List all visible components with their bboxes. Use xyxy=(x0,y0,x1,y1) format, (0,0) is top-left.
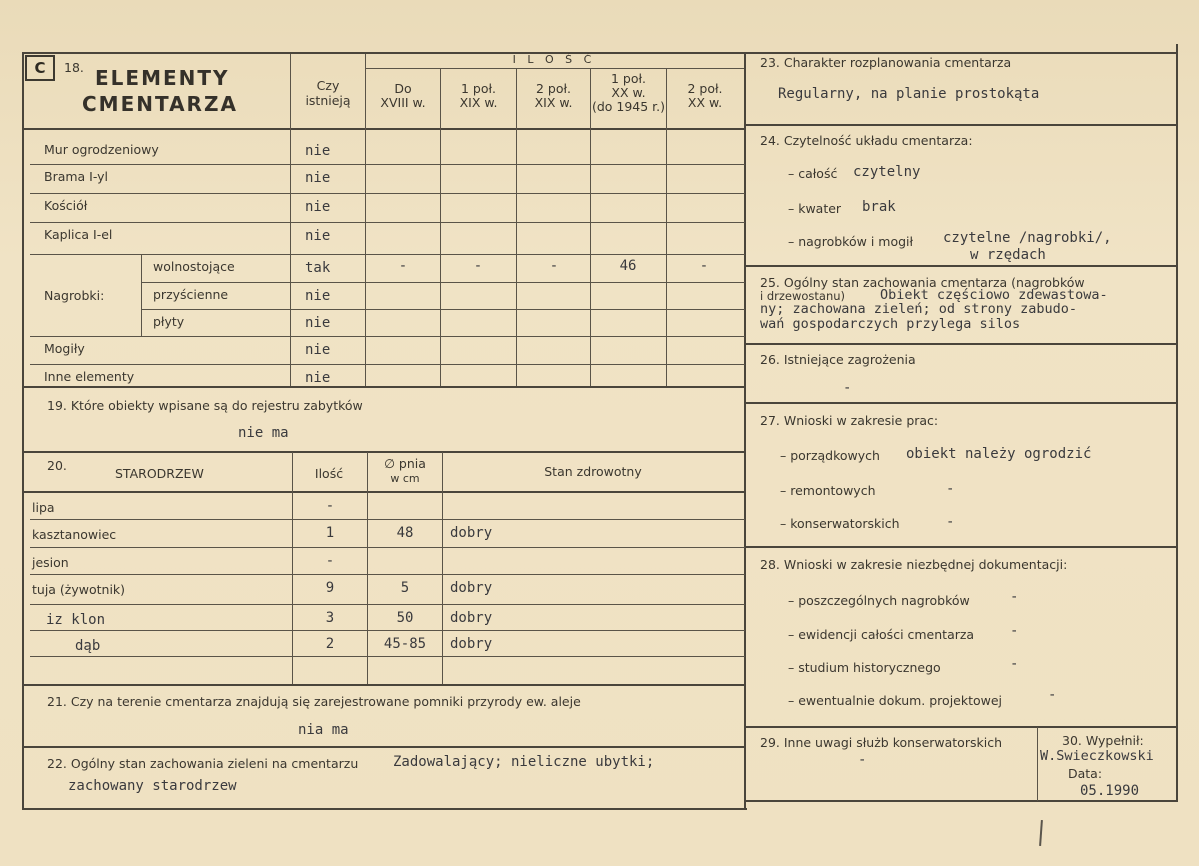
s28-label: 28. Wnioski w zakresie niezbędnej dokumentacji: xyxy=(760,557,1068,572)
s18-row-label: wolnostojące xyxy=(153,259,235,274)
s30-date: 05.1990 xyxy=(1080,783,1140,799)
s20-row-rule xyxy=(30,604,745,605)
s23-value: Regularny, na planie prostokąta xyxy=(778,86,1040,102)
period-header-line: 2 poł. xyxy=(687,81,723,96)
s20-col-diam-line2: w cm xyxy=(390,472,420,485)
s18-col-1 xyxy=(440,69,441,386)
frame-bottom-left xyxy=(22,808,747,810)
s18-row-count: - xyxy=(549,258,559,274)
period-header-line: Do xyxy=(394,81,412,96)
s20-tree-health: dobry xyxy=(450,525,493,541)
s20-tree-count: 2 xyxy=(325,636,335,652)
period-header-2 xyxy=(441,82,516,110)
s18-row-exists: nie xyxy=(305,288,331,304)
period-header-line: XVIII w. xyxy=(380,95,426,110)
period-header-line: XX w. xyxy=(687,95,723,110)
s28-item3-label: – studium historycznego xyxy=(788,660,941,675)
s18-row-exists: tak xyxy=(305,260,331,276)
period-header-1 xyxy=(366,82,440,110)
s18-row-count: - xyxy=(473,258,483,274)
s18-row-rule xyxy=(30,164,745,165)
s27-item2-label: – remontowych xyxy=(780,483,876,498)
s24-value-cont: w rzędach xyxy=(970,247,1046,263)
s20-top-rule xyxy=(22,451,745,453)
s18-row-label: Inne elementy xyxy=(44,369,135,384)
pencil-mark xyxy=(1039,820,1043,846)
s20-tree-count: 9 xyxy=(325,580,335,596)
s20-tree-diam: 45-85 xyxy=(383,636,427,652)
s27-item1-value: obiekt należy ogrodzić xyxy=(906,446,1092,462)
s25-value-line2: ny; zachowana zieleń; od strony zabudo- xyxy=(760,301,1077,317)
s18-col-2 xyxy=(516,69,517,386)
s21-value: nia ma xyxy=(298,722,349,738)
s18-row-count: 46 xyxy=(619,258,637,274)
s27-label: 27. Wnioski w zakresie prac: xyxy=(760,413,939,428)
s18-row-exists: nie xyxy=(305,315,331,331)
frame-bottom-right xyxy=(745,800,1178,802)
s19-value: nie ma xyxy=(238,425,289,441)
s26-top-rule xyxy=(745,343,1178,345)
s18-row-exists: nie xyxy=(305,199,331,215)
s19-top-rule xyxy=(22,386,745,388)
s20-col-health: Stan zdrowotny xyxy=(544,464,642,479)
s28-top-rule xyxy=(745,546,1178,548)
s20-row-rule xyxy=(30,574,745,575)
s19-label: 19. Które obiekty wpisane są do rejestru zabytków xyxy=(47,398,363,413)
nagrobki-group-label: Nagrobki: xyxy=(44,288,105,303)
s18-col-3 xyxy=(590,69,591,386)
s24-item2-value: brak xyxy=(862,199,896,215)
frame-right xyxy=(1176,44,1178,802)
s20-tree-count: - xyxy=(325,553,335,569)
period-header-line: 1 poł. xyxy=(460,81,497,96)
s25-label-line2: i drzewostanu) xyxy=(760,289,846,303)
s18-row-count: - xyxy=(699,258,709,274)
s20-tree-health: dobry xyxy=(450,636,493,652)
s18-row-rule xyxy=(30,222,745,223)
s29-value: - xyxy=(858,752,867,768)
s25-top-rule xyxy=(745,265,1178,267)
s28-item2-value: - xyxy=(1010,623,1019,639)
s18-row-rule xyxy=(30,364,745,365)
s21-label: 21. Czy na terenie cmentarza znajdują się zarejestrowane pomniki przyrody ew. aleje xyxy=(47,694,581,709)
s24-item3-label: – nagrobków i mogił xyxy=(788,234,914,249)
s20-col-count: Ilość xyxy=(314,466,344,481)
s30-date-label: Data: xyxy=(1068,766,1103,781)
s23-label: 23. Charakter rozplanowania cmentarza xyxy=(760,55,1012,70)
period-header-line: 1 poł. xyxy=(610,71,647,86)
s18-col-4 xyxy=(666,69,667,386)
s20-row-rule xyxy=(30,656,745,657)
s21-top-rule xyxy=(22,684,745,686)
s27-item2-value: - xyxy=(946,481,955,497)
s29-top-rule xyxy=(745,726,1178,728)
s22-label: 22. Ogólny stan zachowania zieleni na cmentarzu xyxy=(47,756,359,771)
period-header-line: XIX w. xyxy=(459,95,498,110)
s18-row-label: Mur ogrodzeniowy xyxy=(44,142,159,157)
period-header-line: XX w. xyxy=(611,85,646,100)
s28-item3-value: - xyxy=(1010,656,1019,672)
s24-label: 24. Czytelność układu cmentarza: xyxy=(760,133,973,148)
s22-value-line2: zachowany starodrzew xyxy=(68,778,237,794)
s20-number: 20. xyxy=(47,458,67,473)
s18-row-label: Kaplica I-el xyxy=(44,227,113,242)
period-header-line: XIX w. xyxy=(534,95,573,110)
col-exists-line1: Czy xyxy=(316,78,340,93)
s18-row-rule xyxy=(141,309,745,310)
period-header-line: (do 1945 r.) xyxy=(591,99,666,114)
s20-tree-name: tuja (żywotnik) xyxy=(32,582,126,597)
s18-row-exists: nie xyxy=(305,228,331,244)
s24-top-rule xyxy=(745,124,1178,126)
s20-tree-count: 1 xyxy=(325,525,335,541)
s18-row-rule xyxy=(30,336,745,337)
col-exists-line2: istnieją xyxy=(305,93,351,108)
s24-item1-label: – całość xyxy=(788,166,838,181)
s28-item1-label: – poszczególnych nagrobków xyxy=(788,593,970,608)
s26-label: 26. Istniejące zagrożenia xyxy=(760,352,916,367)
s25-value-line3: wań gospodarczych przylega silos xyxy=(760,316,1021,332)
period-header-line: 2 poł. xyxy=(535,81,572,96)
s20-tree-diam: 50 xyxy=(396,610,414,626)
column-divider xyxy=(744,52,746,808)
s18-row-exists: nie xyxy=(305,143,331,159)
s20-row-rule xyxy=(30,519,745,520)
s29-label: 29. Inne uwagi służb konserwatorskich xyxy=(760,735,1002,750)
s20-tree-count: 3 xyxy=(325,610,335,626)
s18-title-line2: CMENTARZA xyxy=(82,92,238,116)
s20-title: STARODRZEW xyxy=(115,466,204,481)
s18-row-exists: nie xyxy=(305,170,331,186)
s18-header-rule xyxy=(22,128,745,130)
s20-tree-name: kasztanowiec xyxy=(32,527,117,542)
s28-item2-label: – ewidencji całości cmentarza xyxy=(788,627,975,642)
s20-tree-health: dobry xyxy=(450,580,493,596)
s20-tree-name: jesion xyxy=(32,555,69,570)
s25-label-line1: 25. Ogólny stan zachowania cmentarza (nagrobków xyxy=(760,275,1085,290)
s30-label: 30. Wypełnił: xyxy=(1062,733,1144,748)
s24-item3-value: czytelne /nagrobki/, xyxy=(943,230,1112,246)
s18-row-exists: nie xyxy=(305,342,331,358)
s27-top-rule xyxy=(745,402,1178,404)
section-letter-box: C xyxy=(25,55,55,81)
s20-col-diam-line1: ∅ pnia xyxy=(384,456,426,471)
s24-item2-label: – kwater xyxy=(788,201,842,216)
s27-item3-value: - xyxy=(946,514,955,530)
col-exists-header xyxy=(292,78,364,108)
s20-tree-count: - xyxy=(325,498,335,514)
ilosc-rule xyxy=(365,68,744,69)
s18-row-rule xyxy=(30,254,745,255)
s20-tree-health: dobry xyxy=(450,610,493,626)
s20-tree-name: lipa xyxy=(32,500,55,515)
period-header-5 xyxy=(667,82,743,110)
s18-row-label: Brama I-yl xyxy=(44,169,109,184)
s18-row-exists: nie xyxy=(305,370,331,386)
s20-tree-diam: 5 xyxy=(400,580,410,596)
s22-value-line1: Zadowalający; nieliczne ubytki; xyxy=(393,754,655,770)
s20-row-rule xyxy=(30,630,745,631)
s18-row-label: Mogiły xyxy=(44,341,85,356)
s18-row-count: - xyxy=(398,258,408,274)
s28-item4-label: – ewentualnie dokum. projektowej xyxy=(788,693,1003,708)
s30-divider xyxy=(1037,727,1038,801)
s18-row-rule xyxy=(141,282,745,283)
s20-tree-name: iz klon xyxy=(46,612,106,628)
s20-col-diam xyxy=(368,456,442,486)
s25-value-line1: Obiekt częściowo zdewastowa- xyxy=(880,287,1108,303)
s18-row-rule xyxy=(30,193,745,194)
s20-header-rule xyxy=(22,491,745,493)
s20-tree-name: dąb xyxy=(75,638,101,654)
s20-col-c xyxy=(442,452,443,684)
s18-row-label: Kościół xyxy=(44,198,88,213)
s28-item1-value: - xyxy=(1010,589,1019,605)
s26-value: - xyxy=(843,380,852,396)
s22-top-rule xyxy=(22,746,745,748)
s30-name: W.Swieczkowski xyxy=(1040,748,1154,764)
s18-number: 18. xyxy=(64,60,84,75)
s28-item4-value: - xyxy=(1048,687,1057,703)
s27-item1-label: – porządkowych xyxy=(780,448,880,463)
s27-item3-label: – konserwatorskich xyxy=(780,516,900,531)
ilosc-header: I L O Ś Ć xyxy=(512,53,596,66)
s20-tree-diam: 48 xyxy=(396,525,414,541)
period-header-3 xyxy=(517,82,590,110)
s18-row-label: przyścienne xyxy=(153,287,229,302)
s18-row-label: płyty xyxy=(153,314,185,329)
s18-nagrobki-divider xyxy=(141,254,142,336)
s20-row-rule xyxy=(30,547,745,548)
s18-title-line1: ELEMENTY xyxy=(95,66,230,90)
period-header-4 xyxy=(591,72,666,114)
frame-left xyxy=(22,52,24,810)
s24-item1-value: czytelny xyxy=(853,164,921,180)
